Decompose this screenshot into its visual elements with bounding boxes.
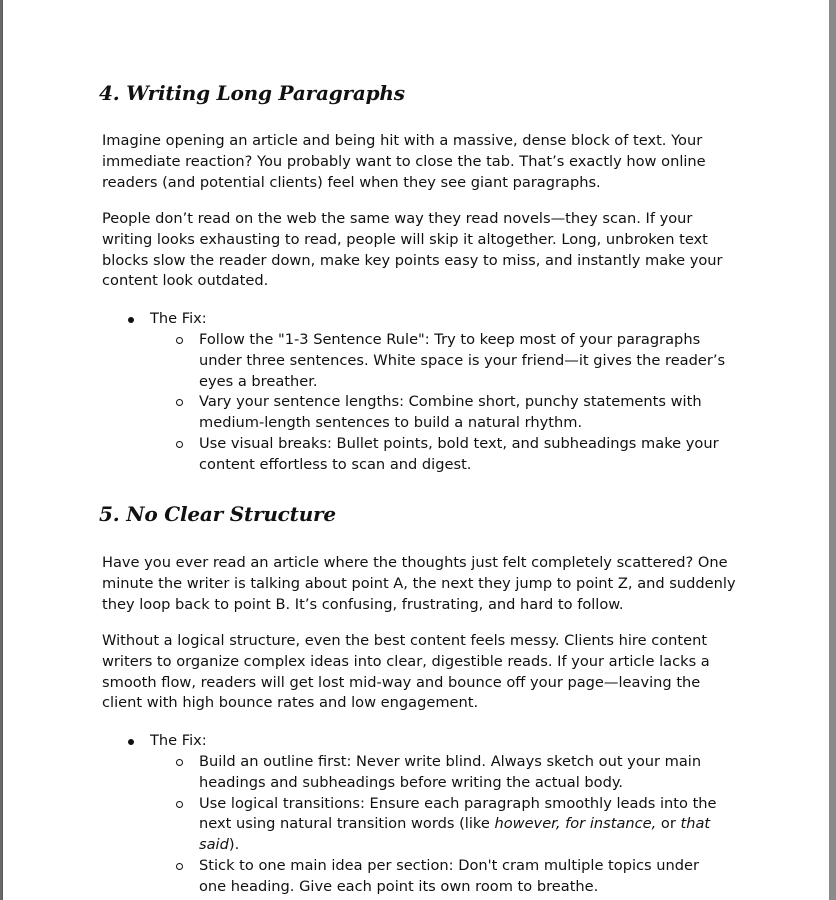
- viewer-scroll-edge[interactable]: [829, 0, 836, 900]
- list-item: [99, 330, 729, 392]
- transitions-text-after: ).: [228, 836, 240, 854]
- transitions-text-mid: or: [656, 815, 681, 833]
- fix-label: The Fix:: [150, 732, 207, 749]
- list-item-text: Follow the "1-3 Sentence Rule": Try to keep most of your paragraphs under three sentences. White space is your friend—it gives the reader’s eyes a breather.: [199, 331, 726, 390]
- list-item: [99, 794, 729, 856]
- transitions-italic-2: that said: [199, 815, 711, 854]
- list-item-text: Vary your sentence lengths: Combine short, punchy statements with medium-length sentences to build a natural rhythm.: [199, 393, 702, 432]
- circle-bullet-icon: [176, 801, 183, 808]
- fix-label: The Fix:: [150, 310, 207, 327]
- list-item: [99, 752, 729, 794]
- circle-bullet-icon: [176, 399, 183, 406]
- transitions-italic-1: however, for instance,: [494, 815, 657, 833]
- list-item-text: [199, 794, 729, 856]
- transitions-text-before: Use logical transitions: Ensure each paragraph smoothly leads into the next using natural transition words (like: [199, 794, 717, 833]
- bullet-icon: [128, 317, 134, 323]
- section-heading-no-clear-structure: 5. No Clear Structure: [99, 502, 336, 526]
- fix-sub-list: [99, 752, 739, 898]
- circle-bullet-icon: [176, 863, 183, 870]
- section-heading-writing-long-paragraphs: 4. Writing Long Paragraphs: [99, 81, 405, 105]
- paragraph: People don’t read on the web the same way they read novels—they scan. If your writing looks exhausting to read, people will skip it altogether. Long, unbroken text blocks slow the reader down, make key points easy to miss, and instantly make your content look outdated.: [102, 210, 723, 290]
- list-item: [99, 856, 729, 898]
- document-page[interactable]: [3, 0, 829, 900]
- circle-bullet-icon: [176, 759, 183, 766]
- paragraph: Have you ever read an article where the thoughts just felt completely scattered? One minute the writer is talking about point A, the next they jump to point Z, and suddenly they loop back to point B. It’s confusing, frustrating, and hard to follow.: [102, 554, 736, 613]
- list-item-text: Build an outline first: Never write blind. Always sketch out your main headings and subheadings before writing the actual body.: [199, 753, 702, 791]
- list-item-text: Stick to one main idea per section: Don't cram multiple topics under one heading. Give each point its own room to breathe.: [199, 856, 700, 895]
- paragraph: Without a logical structure, even the best content feels messy. Clients hire content writers to organize complex ideas into clear, digestible reads. If your article lacks a smooth flow, readers will get lost mid-way and bounce off your page—leaving the client with high bounce rates and low engagement.: [102, 632, 710, 712]
- list-item-text: Use visual breaks: Bullet points, bold text, and subheadings make your content effortless to scan and digest.: [199, 434, 719, 473]
- list-item: [99, 434, 729, 476]
- circle-bullet-icon: [176, 441, 183, 448]
- bullet-icon: [128, 739, 134, 745]
- paragraph: Imagine opening an article and being hit with a massive, dense block of text. Your immediate reaction? You probably want to close the tab. That’s exactly how online readers (and potential clients) feel when they see giant paragraphs.: [102, 132, 706, 191]
- fix-sub-list: [99, 330, 739, 476]
- circle-bullet-icon: [176, 337, 183, 344]
- list-item: [99, 392, 729, 434]
